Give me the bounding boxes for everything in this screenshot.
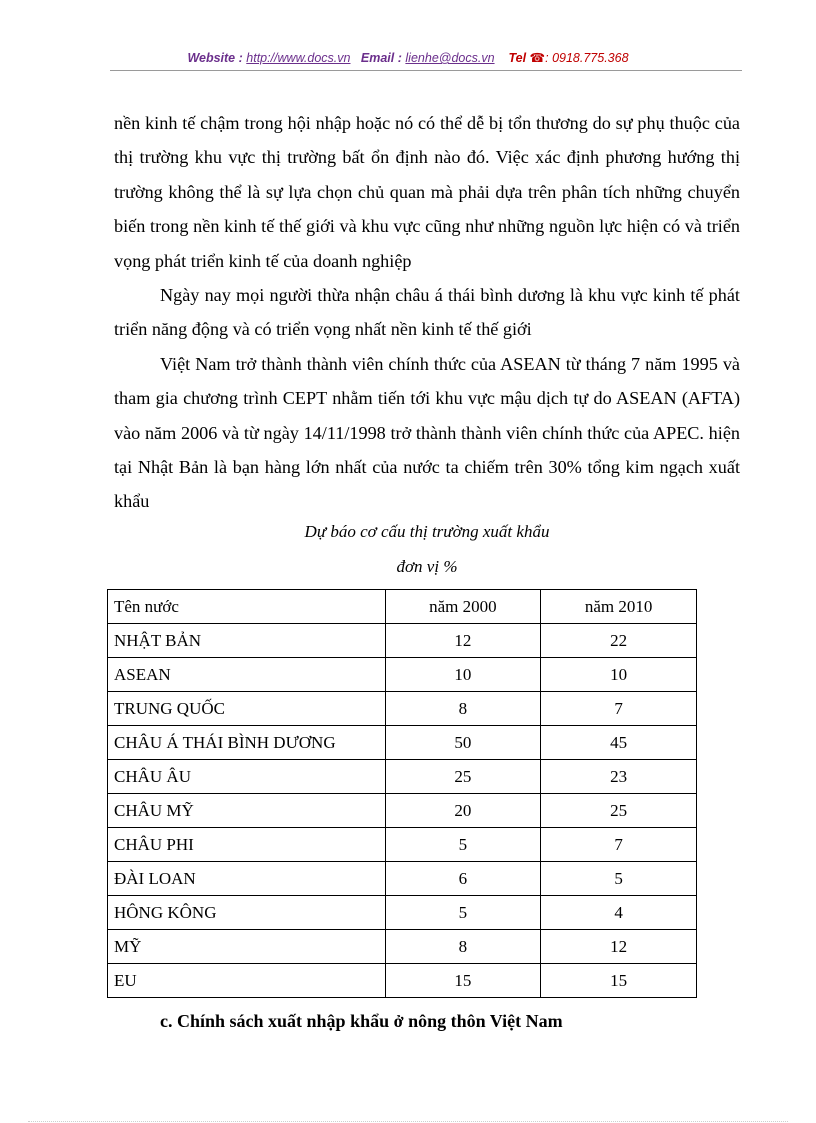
- table-row: [108, 896, 697, 930]
- country-cell: CHÂU Á THÁI BÌNH DƯƠNG: [108, 726, 386, 760]
- table-row: [108, 794, 697, 828]
- table-unit: đơn vị %: [396, 557, 458, 576]
- country-cell: EU: [108, 964, 386, 998]
- table-row: [108, 624, 697, 658]
- email-separator: :: [397, 51, 402, 65]
- value-2000-cell: 8: [385, 692, 541, 726]
- value-2000-cell: 5: [385, 896, 541, 930]
- value-2000-cell: 10: [385, 658, 541, 692]
- value-2010-cell: 7: [541, 692, 697, 726]
- phone-number: : 0918.775.368: [545, 51, 629, 65]
- country-cell: CHÂU MỸ: [108, 794, 386, 828]
- value-2010-cell: 23: [541, 760, 697, 794]
- value-2000-cell: 6: [385, 862, 541, 896]
- footer-divider: [28, 1121, 788, 1122]
- country-cell: CHÂU PHI: [108, 828, 386, 862]
- page-header: [0, 50, 816, 65]
- country-cell: NHẬT BẢN: [108, 624, 386, 658]
- email-link[interactable]: lienhe@docs.vn: [405, 51, 495, 65]
- table-row: [108, 862, 697, 896]
- table-row: [108, 760, 697, 794]
- country-cell: CHÂU ÂU: [108, 760, 386, 794]
- export-market-table: [107, 589, 697, 998]
- value-2010-cell: 45: [541, 726, 697, 760]
- value-2010-cell: 25: [541, 794, 697, 828]
- value-2010-cell: 10: [541, 658, 697, 692]
- value-2010-cell: 5: [541, 862, 697, 896]
- value-2000-cell: 5: [385, 828, 541, 862]
- header-country: Tên nước: [108, 590, 386, 624]
- value-2010-cell: 4: [541, 896, 697, 930]
- section-heading: c. Chính sách xuất nhập khẩu ở nông thôn Việt Nam: [160, 1011, 563, 1031]
- header-year-2000: năm 2000: [385, 590, 541, 624]
- table-header-row: [108, 590, 697, 624]
- country-cell: ĐÀI LOAN: [108, 862, 386, 896]
- tel-label: Tel: [508, 51, 527, 65]
- paragraph-2: Ngày nay mọi người thừa nhận châu á thái bình dương là khu vực kinh tế phát triển năng động và có triển vọng nhất nền kinh tế thế giới: [114, 285, 740, 340]
- value-2000-cell: 50: [385, 726, 541, 760]
- table-row: [108, 828, 697, 862]
- paragraph-3: Việt Nam trở thành thành viên chính thức của ASEAN từ tháng 7 năm 1995 và tham gia chương trình CEPT nhằm tiến tới khu vực mậu dịch tự do ASEAN (AFTA) vào năm 2006 và từ ngày 14/11/1998 trở thành thành viên chính thức của APEC. hiện tại Nhật Bản là bạn hàng lớn nhất của nước ta chiếm trên 30% tổng kim ngạch xuất khẩu: [114, 353, 740, 512]
- table-row: [108, 964, 697, 998]
- value-2010-cell: 22: [541, 624, 697, 658]
- body-text: [114, 106, 740, 519]
- table-row: [108, 930, 697, 964]
- country-cell: HÔNG KÔNG: [108, 896, 386, 930]
- value-2000-cell: 8: [385, 930, 541, 964]
- phone-icon: ☎: [529, 51, 546, 65]
- value-2010-cell: 7: [541, 828, 697, 862]
- country-cell: TRUNG QUỐC: [108, 692, 386, 726]
- header-year-2010: năm 2010: [541, 590, 697, 624]
- table-row: [108, 692, 697, 726]
- value-2010-cell: 12: [541, 930, 697, 964]
- country-cell: ASEAN: [108, 658, 386, 692]
- table-row: [108, 726, 697, 760]
- header-divider: [110, 70, 742, 71]
- value-2000-cell: 15: [385, 964, 541, 998]
- email-label: Email: [360, 51, 395, 65]
- value-2010-cell: 15: [541, 964, 697, 998]
- paragraph-1: nền kinh tế chậm trong hội nhập hoặc nó có thể dễ bị tổn thương do sự phụ thuộc của thị trường khu vực thị trường bất ổn định nào đó. Việc xác định phương hướng thị trường không thể là sự lựa chọn chủ quan mà phải dựa trên phân tích những chuyển biến trong nền kinh tế thế giới và khu vực cũng như những nguồn lực hiện có và triển vọng phát triển kinh tế của doanh nghiệp: [114, 113, 740, 271]
- value-2000-cell: 25: [385, 760, 541, 794]
- table-row: [108, 658, 697, 692]
- website-label: Website :: [187, 51, 243, 65]
- website-link[interactable]: http://www.docs.vn: [246, 51, 351, 65]
- country-cell: MỸ: [108, 930, 386, 964]
- value-2000-cell: 12: [385, 624, 541, 658]
- table-caption: Dự báo cơ cấu thị trường xuất khẩu: [304, 522, 550, 541]
- value-2000-cell: 20: [385, 794, 541, 828]
